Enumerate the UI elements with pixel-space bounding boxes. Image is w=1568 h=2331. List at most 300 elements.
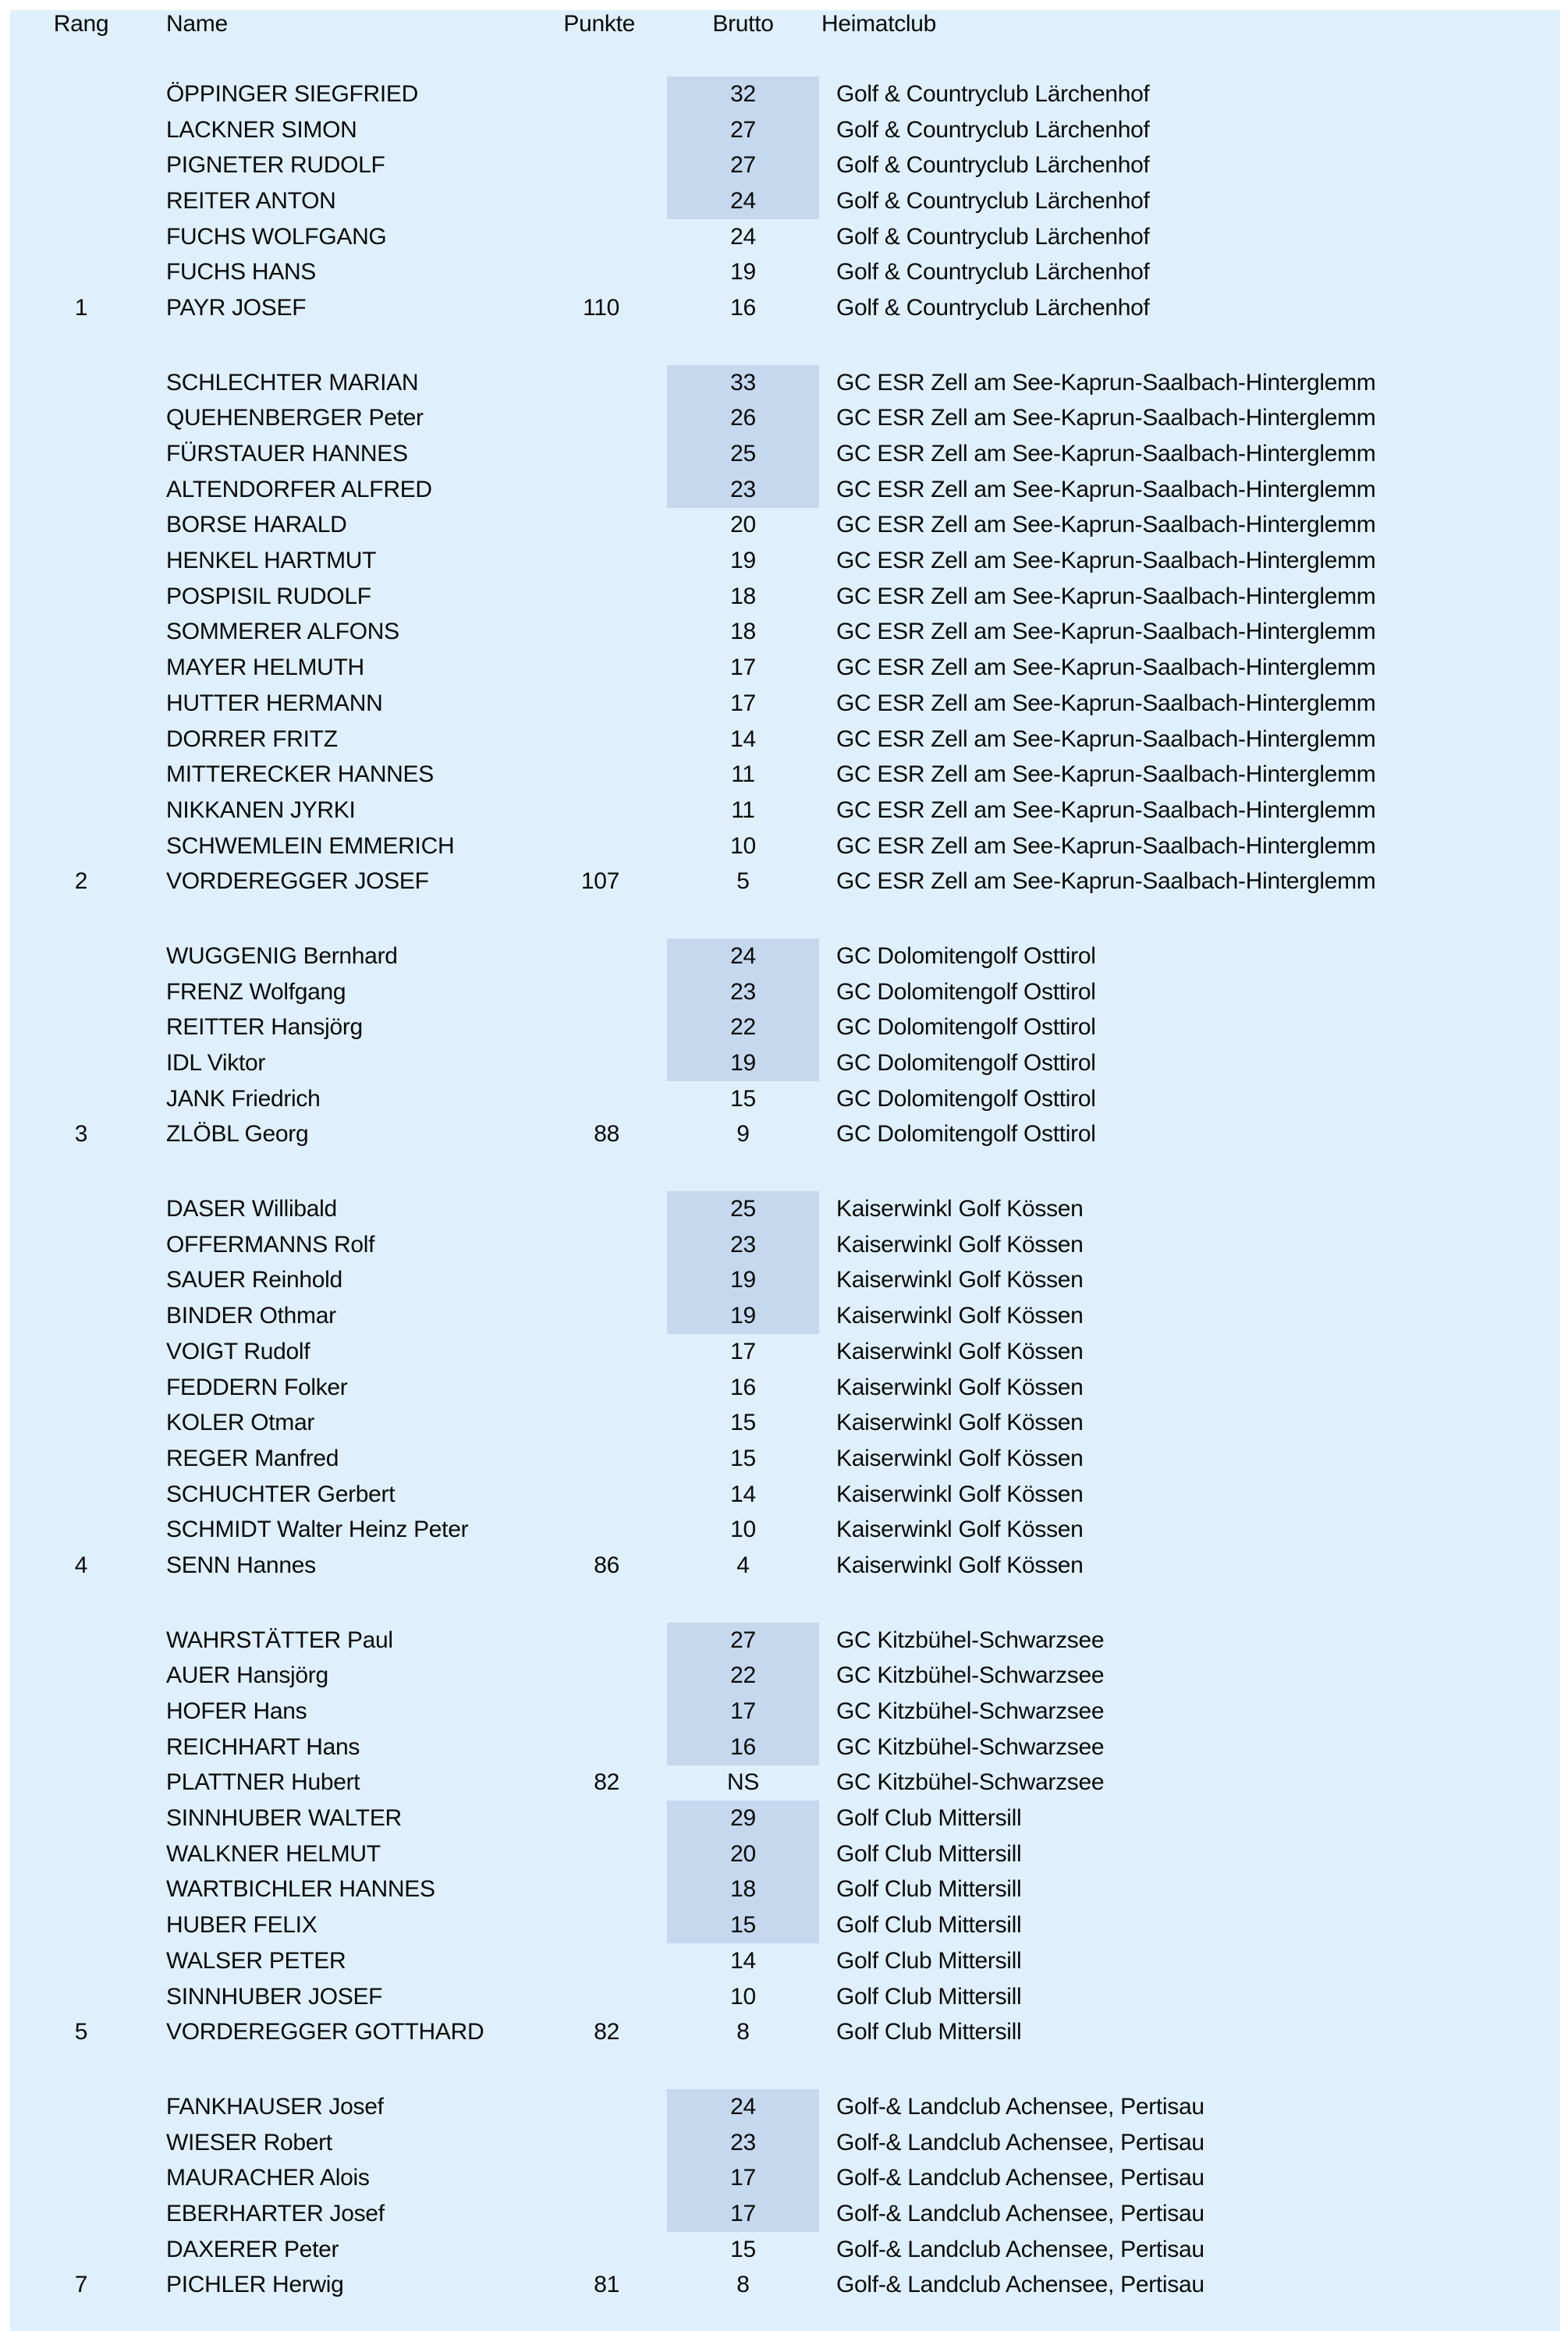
punkte-cell: 110	[583, 294, 619, 321]
brutto-cell: 23	[667, 472, 819, 508]
club-cell: Golf-& Landclub Achensee, Pertisau	[836, 2272, 1204, 2298]
table-row	[10, 112, 1560, 148]
name-cell: EBERHARTER Josef	[166, 2200, 385, 2226]
table-row	[10, 2125, 1560, 2161]
table-row	[10, 1045, 1560, 1081]
name-cell: PIGNETER RUDOLF	[166, 152, 385, 179]
punkte-cell	[502, 1334, 619, 1370]
brutto-cell: 23	[667, 1227, 819, 1263]
club-cell: Golf-& Landclub Achensee, Pertisau	[836, 2236, 1204, 2262]
club-cell: Golf & Countryclub Lärchenhof	[836, 116, 1150, 143]
club-cell: Kaiserwinkl Golf Kössen	[836, 1374, 1084, 1400]
punkte-cell	[502, 1263, 619, 1299]
punkte-cell: 82	[594, 1769, 619, 1796]
table-row	[10, 1801, 1560, 1836]
name-cell: HENKEL HARTMUT	[166, 548, 377, 574]
table-row	[10, 2160, 1560, 2196]
club-group	[10, 76, 1560, 326]
brutto-cell: 10	[730, 1517, 756, 1543]
name-cell: REITER ANTON	[166, 187, 336, 214]
rang-cell	[57, 1227, 105, 1263]
club-cell: Golf Club Mittersill	[836, 1912, 1022, 1939]
brutto-cell: 16	[730, 294, 756, 321]
table-row	[10, 938, 1560, 974]
punkte-cell	[502, 1010, 619, 1046]
table-row	[10, 183, 1560, 219]
punkte-cell	[502, 686, 619, 722]
club-cell: GC Dolomitengolf Osttirol	[836, 1050, 1096, 1077]
rang-cell	[57, 1907, 105, 1943]
club-cell: GC Dolomitengolf Osttirol	[836, 1121, 1096, 1148]
table-row	[10, 1191, 1560, 1227]
punkte-cell	[502, 543, 619, 579]
punkte-cell	[502, 757, 619, 793]
punkte-cell	[502, 2125, 619, 2161]
brutto-cell: 15	[730, 1445, 756, 1471]
club-cell: GC ESR Zell am See-Kaprun-Saalbach-Hinterglemm	[836, 690, 1376, 716]
club-cell: Kaiserwinkl Golf Kössen	[836, 1303, 1084, 1329]
punkte-cell	[502, 1405, 619, 1441]
name-cell: NIKKANEN JYRKI	[166, 797, 356, 823]
name-cell: HUBER FELIX	[166, 1912, 318, 1939]
brutto-cell: 19	[667, 1263, 819, 1299]
brutto-cell: NS	[726, 1769, 760, 1796]
club-cell: GC ESR Zell am See-Kaprun-Saalbach-Hinterglemm	[836, 832, 1376, 859]
punkte-cell	[502, 1623, 619, 1659]
punkte-cell	[502, 1227, 619, 1263]
rang-cell	[57, 1836, 105, 1872]
club-group	[10, 365, 1560, 899]
table-row	[10, 508, 1560, 544]
punkte-cell	[502, 828, 619, 864]
punkte-cell	[502, 1694, 619, 1730]
name-cell: SCHLECHTER MARIAN	[166, 369, 419, 396]
table-row	[10, 365, 1560, 401]
rang-cell	[57, 2125, 105, 2161]
table-row	[10, 401, 1560, 437]
punkte-cell	[502, 76, 619, 112]
table-row	[10, 579, 1560, 615]
group-spacer	[10, 326, 1560, 365]
brutto-cell: 16	[667, 1730, 819, 1765]
name-cell: FÜRSTAUER HANNES	[166, 441, 408, 467]
name-cell: BINDER Othmar	[166, 1303, 336, 1329]
name-cell: REGER Manfred	[166, 1445, 339, 1471]
punkte-cell	[502, 365, 619, 401]
punkte-cell	[502, 1441, 619, 1477]
club-cell: Golf Club Mittersill	[836, 2019, 1022, 2045]
name-cell: HUTTER HERMANN	[166, 690, 383, 716]
punkte-cell	[502, 1730, 619, 1765]
rang-cell	[57, 1045, 105, 1081]
table-row	[10, 147, 1560, 183]
club-cell: GC Dolomitengolf Osttirol	[836, 978, 1096, 1005]
punkte-cell: 86	[594, 1552, 619, 1578]
table-row	[10, 1405, 1560, 1441]
brutto-cell: 17	[730, 1338, 756, 1364]
header-rang: Rang	[53, 10, 109, 37]
table-row	[10, 1730, 1560, 1765]
punkte-cell	[502, 254, 619, 290]
brutto-cell: 25	[667, 1191, 819, 1227]
group-spacer	[10, 899, 1560, 938]
name-cell: HOFER Hans	[166, 1698, 307, 1725]
brutto-cell: 23	[667, 974, 819, 1010]
name-cell: BORSE HARALD	[166, 512, 347, 538]
table-row	[10, 2014, 1560, 2050]
punkte-cell	[502, 147, 619, 183]
rang-cell	[57, 1010, 105, 1046]
brutto-cell: 15	[730, 2236, 756, 2262]
brutto-cell: 32	[667, 76, 819, 112]
club-cell: GC ESR Zell am See-Kaprun-Saalbach-Hinterglemm	[836, 655, 1376, 681]
brutto-cell: 33	[667, 365, 819, 401]
rang-cell	[57, 254, 105, 290]
name-cell: ÖPPINGER SIEGFRIED	[166, 80, 418, 107]
table-row	[10, 864, 1560, 899]
brutto-cell: 19	[667, 1298, 819, 1334]
name-cell: SINNHUBER WALTER	[166, 1805, 402, 1832]
punkte-cell: 81	[594, 2272, 619, 2298]
club-cell: Kaiserwinkl Golf Kössen	[836, 1196, 1084, 1222]
table-row	[10, 828, 1560, 864]
brutto-cell: 19	[730, 548, 756, 574]
table-row	[10, 1979, 1560, 2015]
club-cell: GC ESR Zell am See-Kaprun-Saalbach-Hinterglemm	[836, 476, 1376, 502]
rang-cell	[57, 1512, 105, 1548]
name-cell: FANKHAUSER Josef	[166, 2093, 384, 2120]
punkte-cell	[502, 938, 619, 974]
table-row	[10, 1370, 1560, 1406]
punkte-cell	[502, 1943, 619, 1979]
club-cell: Kaiserwinkl Golf Kössen	[836, 1338, 1084, 1364]
brutto-cell: 15	[667, 1907, 819, 1943]
brutto-cell: 18	[730, 583, 756, 609]
brutto-cell: 24	[667, 2089, 819, 2125]
club-cell: Kaiserwinkl Golf Kössen	[836, 1267, 1084, 1293]
results-sheet	[10, 10, 1560, 2331]
brutto-cell: 9	[736, 1121, 750, 1148]
brutto-cell: 8	[736, 2019, 750, 2045]
club-group	[10, 1623, 1560, 2050]
rang-cell	[57, 2232, 105, 2268]
rang-cell	[57, 579, 105, 615]
club-cell: GC ESR Zell am See-Kaprun-Saalbach-Hinterglemm	[836, 405, 1376, 431]
rang-cell	[57, 1659, 105, 1694]
punkte-cell	[502, 1081, 619, 1117]
table-row	[10, 1623, 1560, 1659]
rang-cell: 2	[74, 868, 88, 895]
punkte-cell	[502, 1872, 619, 1908]
group-spacer	[10, 1152, 1560, 1191]
punkte-cell	[502, 401, 619, 437]
brutto-cell: 17	[667, 1694, 819, 1730]
name-cell: WUGGENIG Bernhard	[166, 942, 398, 969]
club-cell: Golf-& Landclub Achensee, Pertisau	[836, 2200, 1204, 2226]
table-row	[10, 1081, 1560, 1117]
brutto-cell: 15	[730, 1410, 756, 1436]
header-brutto: Brutto	[712, 10, 774, 37]
rang-cell	[57, 365, 105, 401]
table-row	[10, 254, 1560, 290]
punkte-cell	[502, 219, 619, 255]
name-cell: SCHUCHTER Gerbert	[166, 1481, 396, 1507]
rang-cell	[57, 1334, 105, 1370]
club-cell: Golf Club Mittersill	[836, 1840, 1022, 1867]
rang-cell	[57, 1263, 105, 1299]
punkte-cell: 107	[580, 868, 619, 895]
rang-cell	[57, 112, 105, 148]
club-cell: Golf & Countryclub Lärchenhof	[836, 152, 1150, 179]
rang-cell	[57, 650, 105, 686]
table-row	[10, 436, 1560, 472]
club-cell: Kaiserwinkl Golf Kössen	[836, 1517, 1084, 1543]
rang-cell	[57, 828, 105, 864]
name-cell: LACKNER SIMON	[166, 116, 357, 143]
table-row	[10, 1512, 1560, 1548]
group-spacer	[10, 1584, 1560, 1623]
rang-cell	[57, 1765, 105, 1801]
rang-cell	[57, 1623, 105, 1659]
table-row	[10, 1010, 1560, 1046]
punkte-cell	[502, 183, 619, 219]
brutto-cell: 17	[667, 2160, 819, 2196]
results-table-body	[10, 37, 1560, 2303]
punkte-cell	[502, 615, 619, 651]
club-group	[10, 938, 1560, 1152]
rang-cell	[57, 1191, 105, 1227]
rang-cell	[57, 938, 105, 974]
table-row	[10, 1477, 1560, 1513]
brutto-cell: 11	[731, 797, 755, 823]
table-row	[10, 1659, 1560, 1694]
club-group	[10, 1191, 1560, 1584]
name-cell: AUER Hansjörg	[166, 1662, 328, 1689]
club-cell: GC ESR Zell am See-Kaprun-Saalbach-Hinterglemm	[836, 512, 1376, 538]
name-cell: SINNHUBER JOSEF	[166, 1983, 383, 2010]
table-row	[10, 1943, 1560, 1979]
rang-cell: 4	[74, 1552, 88, 1578]
rang-cell	[57, 1477, 105, 1513]
club-cell: Golf & Countryclub Lärchenhof	[836, 187, 1150, 214]
club-cell: Kaiserwinkl Golf Kössen	[836, 1445, 1084, 1471]
brutto-cell: 14	[730, 726, 756, 752]
table-row	[10, 722, 1560, 757]
punkte-cell	[502, 1477, 619, 1513]
brutto-cell: 16	[730, 1374, 756, 1400]
club-group	[10, 2089, 1560, 2303]
club-cell: GC Dolomitengolf Osttirol	[836, 942, 1096, 969]
rang-cell: 7	[74, 2272, 88, 2298]
name-cell: OFFERMANNS Rolf	[166, 1231, 375, 1258]
brutto-cell: 22	[667, 1010, 819, 1046]
rang-cell	[57, 183, 105, 219]
club-cell: GC Dolomitengolf Osttirol	[836, 1085, 1096, 1112]
club-cell: Golf-& Landclub Achensee, Pertisau	[836, 2129, 1204, 2155]
table-row	[10, 1548, 1560, 1584]
name-cell: MAYER HELMUTH	[166, 655, 364, 681]
brutto-cell: 8	[736, 2272, 750, 2298]
name-cell: SAUER Reinhold	[166, 1267, 342, 1293]
brutto-cell: 17	[730, 690, 756, 716]
brutto-cell: 22	[667, 1659, 819, 1694]
club-cell: GC Kitzbühel-Schwarzsee	[836, 1698, 1105, 1725]
table-row	[10, 615, 1560, 651]
rang-cell	[57, 219, 105, 255]
table-row	[10, 1907, 1560, 1943]
punkte-cell	[502, 650, 619, 686]
name-cell: VORDEREGGER GOTTHARD	[166, 2019, 484, 2045]
name-cell: VOIGT Rudolf	[166, 1338, 310, 1364]
brutto-cell: 15	[730, 1085, 756, 1112]
club-cell: GC ESR Zell am See-Kaprun-Saalbach-Hinterglemm	[836, 548, 1376, 574]
brutto-cell: 10	[730, 832, 756, 859]
name-cell: KOLER Otmar	[166, 1410, 315, 1436]
name-cell: MAURACHER Alois	[166, 2165, 370, 2191]
rang-cell	[57, 2160, 105, 2196]
table-row	[10, 793, 1560, 828]
table-header	[10, 10, 1560, 37]
name-cell: FEDDERN Folker	[166, 1374, 348, 1400]
table-row	[10, 1765, 1560, 1801]
rang-cell	[57, 76, 105, 112]
name-cell: SCHWEMLEIN EMMERICH	[166, 832, 455, 859]
name-cell: DORRER FRITZ	[166, 726, 338, 752]
brutto-cell: 18	[730, 619, 756, 645]
name-cell: POSPISIL RUDOLF	[166, 583, 371, 609]
name-cell: PICHLER Herwig	[166, 2272, 344, 2298]
name-cell: FUCHS WOLFGANG	[166, 223, 387, 250]
name-cell: PLATTNER Hubert	[166, 1769, 360, 1796]
name-cell: WAHRSTÄTTER Paul	[166, 1627, 393, 1653]
brutto-cell: 14	[730, 1947, 756, 1974]
name-cell: WIESER Robert	[166, 2129, 332, 2155]
table-row	[10, 290, 1560, 326]
rang-cell	[57, 793, 105, 828]
table-row	[10, 1334, 1560, 1370]
name-cell: WALKNER HELMUT	[166, 1840, 381, 1867]
rang-cell	[57, 1872, 105, 1908]
name-cell: SENN Hannes	[166, 1552, 316, 1578]
rang-cell	[57, 436, 105, 472]
brutto-cell: 10	[730, 1983, 756, 2010]
group-spacer	[10, 2050, 1560, 2089]
name-cell: IDL Viktor	[166, 1050, 266, 1077]
table-row	[10, 1117, 1560, 1153]
club-cell: Kaiserwinkl Golf Kössen	[836, 1552, 1084, 1578]
brutto-cell: 24	[667, 183, 819, 219]
punkte-cell	[502, 1512, 619, 1548]
punkte-cell	[502, 1907, 619, 1943]
name-cell: ALTENDORFER ALFRED	[166, 476, 432, 502]
club-cell: Golf & Countryclub Lärchenhof	[836, 223, 1150, 250]
club-cell: GC ESR Zell am See-Kaprun-Saalbach-Hinterglemm	[836, 868, 1376, 895]
name-cell: REICHHART Hans	[166, 1733, 360, 1760]
rang-cell	[57, 147, 105, 183]
brutto-cell: 19	[730, 259, 756, 286]
name-cell: DASER Willibald	[166, 1196, 337, 1222]
table-row	[10, 1836, 1560, 1872]
header-punkte: Punkte	[563, 10, 635, 37]
rang-cell	[57, 2196, 105, 2232]
rang-cell	[57, 1405, 105, 1441]
club-cell: Golf-& Landclub Achensee, Pertisau	[836, 2165, 1204, 2191]
table-row	[10, 543, 1560, 579]
rang-cell	[57, 722, 105, 757]
rang-cell	[57, 2089, 105, 2125]
club-cell: GC Kitzbühel-Schwarzsee	[836, 1627, 1105, 1653]
club-cell: Golf Club Mittersill	[836, 1983, 1022, 2010]
table-row	[10, 1298, 1560, 1334]
table-row	[10, 472, 1560, 508]
table-row	[10, 1441, 1560, 1477]
punkte-cell	[502, 2232, 619, 2268]
name-cell: PAYR JOSEF	[166, 294, 307, 321]
club-cell: GC ESR Zell am See-Kaprun-Saalbach-Hinterglemm	[836, 619, 1376, 645]
rang-cell	[57, 1441, 105, 1477]
brutto-cell: 27	[667, 147, 819, 183]
punkte-cell	[502, 793, 619, 828]
brutto-cell: 17	[667, 2196, 819, 2232]
punkte-cell	[502, 974, 619, 1010]
rang-cell	[57, 615, 105, 651]
club-cell: GC ESR Zell am See-Kaprun-Saalbach-Hinterglemm	[836, 726, 1376, 752]
punkte-cell: 88	[594, 1121, 619, 1148]
club-cell: Golf Club Mittersill	[836, 1876, 1022, 1903]
table-row	[10, 2268, 1560, 2304]
name-cell: SOMMERER ALFONS	[166, 619, 399, 645]
table-row	[10, 1227, 1560, 1263]
brutto-cell: 14	[730, 1481, 756, 1507]
club-cell: GC ESR Zell am See-Kaprun-Saalbach-Hinterglemm	[836, 369, 1376, 396]
club-cell: Golf & Countryclub Lärchenhof	[836, 80, 1150, 107]
table-row	[10, 650, 1560, 686]
rang-cell	[57, 1979, 105, 2015]
club-cell: Kaiserwinkl Golf Kössen	[836, 1231, 1084, 1258]
name-cell: SCHMIDT Walter Heinz Peter	[166, 1517, 469, 1543]
brutto-cell: 20	[730, 512, 756, 538]
punkte-cell	[502, 508, 619, 544]
name-cell: FRENZ Wolfgang	[166, 978, 346, 1005]
table-row	[10, 2089, 1560, 2125]
name-cell: WALSER PETER	[166, 1947, 346, 1974]
brutto-cell: 24	[730, 223, 756, 250]
club-cell: Golf Club Mittersill	[836, 1947, 1022, 1974]
punkte-cell	[502, 1836, 619, 1872]
brutto-cell: 17	[730, 655, 756, 681]
name-cell: DAXERER Peter	[166, 2236, 339, 2262]
brutto-cell: 18	[667, 1872, 819, 1908]
punkte-cell	[502, 1659, 619, 1694]
club-cell: Kaiserwinkl Golf Kössen	[836, 1410, 1084, 1436]
punkte-cell	[502, 1979, 619, 2015]
punkte-cell	[502, 722, 619, 757]
club-cell: GC Kitzbühel-Schwarzsee	[836, 1769, 1105, 1796]
punkte-cell	[502, 1045, 619, 1081]
rang-cell	[57, 1943, 105, 1979]
rang-cell: 5	[74, 2019, 88, 2045]
club-cell: GC Kitzbühel-Schwarzsee	[836, 1662, 1105, 1689]
table-row	[10, 974, 1560, 1010]
rang-cell	[57, 1298, 105, 1334]
rang-cell	[57, 1370, 105, 1406]
rang-cell	[57, 472, 105, 508]
table-row	[10, 1263, 1560, 1299]
club-cell: GC Dolomitengolf Osttirol	[836, 1014, 1096, 1041]
name-cell: ZLÖBL Georg	[166, 1121, 309, 1148]
club-cell: GC ESR Zell am See-Kaprun-Saalbach-Hinterglemm	[836, 761, 1376, 788]
brutto-cell: 29	[667, 1801, 819, 1836]
